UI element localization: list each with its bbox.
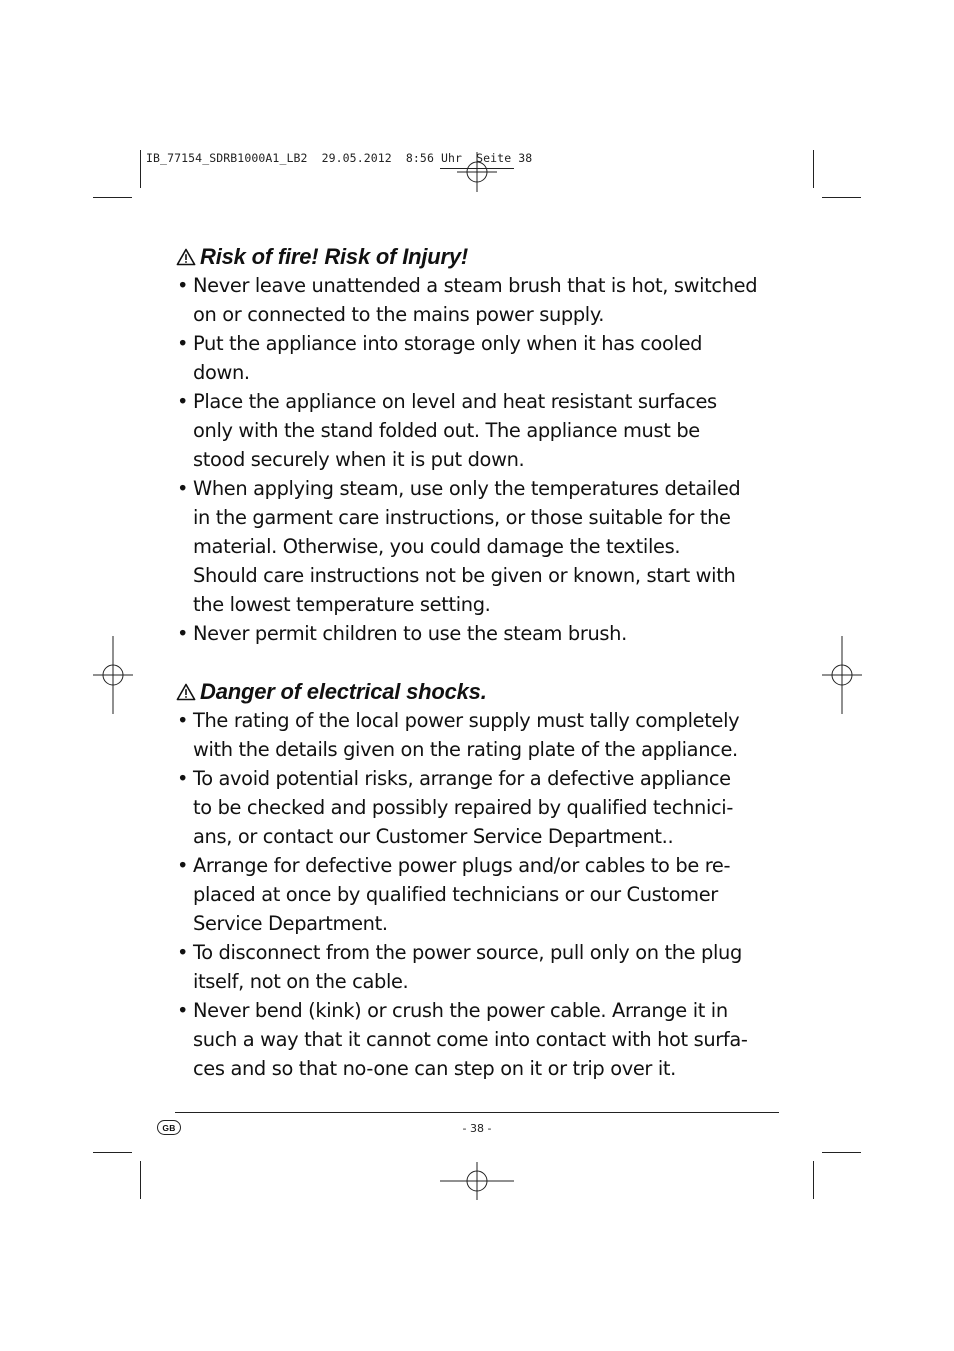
bullet-dot: • bbox=[177, 390, 189, 413]
list-item-line: stood securely when it is put down. bbox=[193, 448, 525, 471]
crop-mark-bottom-right bbox=[822, 1152, 861, 1153]
list-item-line: such a way that it cannot come into contact with hot surfa- bbox=[193, 1028, 748, 1051]
list-item-line: in the garment care instructions, or those suitable for the bbox=[193, 506, 731, 529]
safety-instructions bbox=[176, 242, 786, 1083]
list-item-line: material. Otherwise, you could damage the textiles. bbox=[193, 535, 681, 558]
bullet-dot: • bbox=[177, 999, 189, 1022]
print-slug: IB_77154_SDRB1000A1_LB2 29.05.2012 8:56 Uhr Seite 38 bbox=[146, 151, 533, 165]
crop-mark-bottom-left-v bbox=[140, 1161, 141, 1199]
list-item bbox=[176, 619, 786, 648]
bullet-dot: • bbox=[177, 622, 189, 645]
bullet-dot: • bbox=[177, 274, 189, 297]
bullet-list bbox=[176, 271, 786, 648]
bullet-dot: • bbox=[177, 854, 189, 877]
bullet-dot: • bbox=[177, 941, 189, 964]
list-item-line: Should care instructions not be given or known, start with bbox=[193, 564, 736, 587]
bullet-list bbox=[176, 706, 786, 1083]
registration-mark-top-icon bbox=[457, 152, 497, 192]
bullet-dot: • bbox=[177, 477, 189, 500]
crop-mark-bottom-right-v bbox=[813, 1161, 814, 1199]
list-item bbox=[176, 938, 786, 996]
list-item-line: Never permit children to use the steam brush. bbox=[193, 622, 627, 645]
bullet-dot: • bbox=[177, 709, 189, 732]
section-heading-text: Danger of electrical shocks. bbox=[200, 679, 487, 704]
list-item-line: with the details given on the rating plate of the appliance. bbox=[193, 738, 738, 761]
bullet-dot: • bbox=[177, 767, 189, 790]
list-item-line: To disconnect from the power source, pull only on the plug bbox=[193, 941, 742, 964]
list-item bbox=[176, 996, 786, 1083]
crop-mark-top-left-v bbox=[140, 150, 141, 188]
list-item bbox=[176, 706, 786, 764]
list-item-line: Never leave unattended a steam brush that is hot, switched bbox=[193, 274, 758, 297]
section-fire-risk bbox=[176, 242, 786, 648]
crop-mark-top-right-v bbox=[813, 150, 814, 188]
section-heading bbox=[176, 677, 786, 706]
registration-mark-bottom-icon bbox=[440, 1162, 514, 1200]
list-item-line: the lowest temperature setting. bbox=[193, 593, 491, 616]
footer-rule bbox=[175, 1112, 779, 1113]
list-item-line: down. bbox=[193, 361, 250, 384]
list-item bbox=[176, 387, 786, 474]
list-item-line: Never bend (kink) or crush the power cable. Arrange it in bbox=[193, 999, 728, 1022]
crop-mark-bottom-left bbox=[93, 1152, 132, 1153]
list-item-line: to be checked and possibly repaired by qualified technici- bbox=[193, 796, 733, 819]
bullet-dot: • bbox=[177, 332, 189, 355]
list-item-line: Put the appliance into storage only when it has cooled bbox=[193, 332, 703, 355]
list-item bbox=[176, 851, 786, 938]
list-item bbox=[176, 764, 786, 851]
list-item-line: Service Department. bbox=[193, 912, 388, 935]
list-item-line: The rating of the local power supply must tally completely bbox=[193, 709, 740, 732]
list-item-line: When applying steam, use only the temperatures detailed bbox=[193, 477, 741, 500]
list-item-line: placed at once by qualified technicians or our Customer bbox=[193, 883, 718, 906]
list-item bbox=[176, 329, 786, 387]
list-item-line: on or connected to the mains power supply. bbox=[193, 303, 605, 326]
warning-triangle-icon bbox=[176, 683, 196, 701]
crop-mark-top-right bbox=[822, 197, 861, 198]
page-number: - 38 - bbox=[462, 1122, 492, 1135]
section-heading bbox=[176, 242, 786, 271]
list-item-line: only with the stand folded out. The appliance must be bbox=[193, 419, 700, 442]
country-badge: GB bbox=[157, 1120, 181, 1135]
list-item bbox=[176, 474, 786, 619]
list-item-line: Arrange for defective power plugs and/or cables to be re- bbox=[193, 854, 731, 877]
list-item-line: itself, not on the cable. bbox=[193, 970, 409, 993]
list-item-line: To avoid potential risks, arrange for a defective appliance bbox=[193, 767, 731, 790]
list-item-line: ans, or contact our Customer Service Department.. bbox=[193, 825, 674, 848]
section-electrical-shock bbox=[176, 677, 786, 1083]
registration-mark-left-icon bbox=[93, 636, 133, 714]
registration-mark-right-icon bbox=[822, 636, 862, 714]
list-item-line: Place the appliance on level and heat resistant surfaces bbox=[193, 390, 717, 413]
section-heading-text: Risk of fire! Risk of Injury! bbox=[200, 244, 469, 269]
warning-triangle-icon bbox=[176, 248, 196, 266]
crop-mark-top-left bbox=[93, 197, 132, 198]
list-item-line: ces and so that no-one can step on it or trip over it. bbox=[193, 1057, 676, 1080]
list-item bbox=[176, 271, 786, 329]
